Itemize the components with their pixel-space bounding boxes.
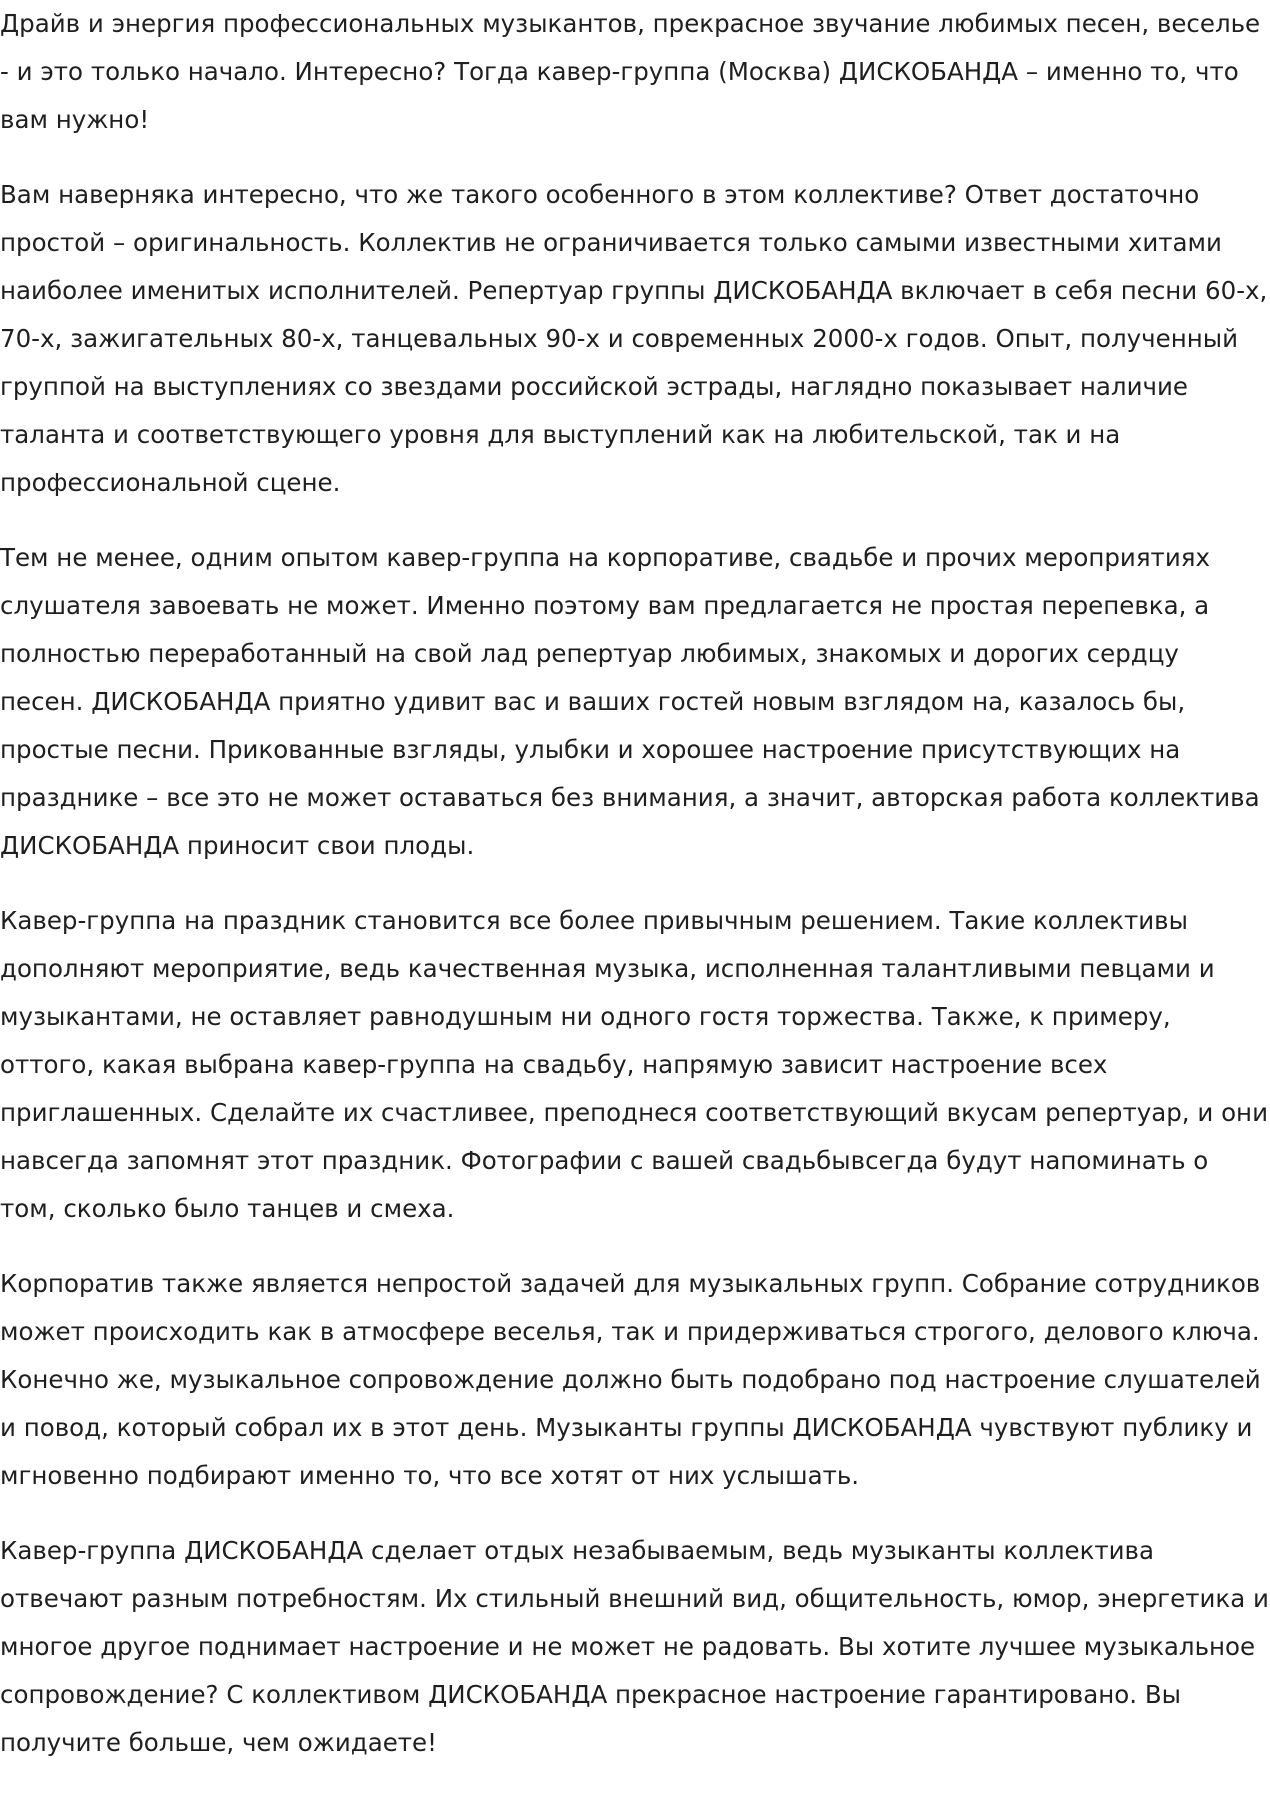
paragraph-intro: Драйв и энергия профессиональных музыкантов, прекрасное звучание любимых песен, веселье - и это только начало. Интересно? Тогда кавер-группа (Москва) ДИСКОБАНДА – именно то, что вам нужно! [0, 9, 1261, 134]
paragraph-repertoire: Тем не менее, одним опытом кавер-группа на корпоративе, свадьбе и прочих мероприятиях слушателя завоевать не может. Именно поэтому вам предлагается не простая перепевка, а полностью переработанный на свой лад репертуар любимых, знакомых и дорогих сердцу песен. ДИСКОБАНДА приятно удивит вас и ваших гостей новым взглядом на, казалось бы, простые песни. Прикованные взгляды, улыбки и хорошее настроение присутствующих на празднике – все это не может оставаться без внимания, а значит, авторская работа коллектива ДИСКОБАНДА приносит свои плоды. [0, 543, 1260, 860]
paragraph-originality: Вам наверняка интересно, что же такого особенного в этом коллективе? Ответ достаточно простой – оригинальность. Коллектив не ограничивается только самыми известными хитами наиболее именитых исполнителей. Репертуар группы ДИСКОБАНДА включает в себя песни 60-х, 70-х, зажигательных 80-х, танцевальных 90-х и современных 2000-х годов. Опыт, полученный группой на выступлениях со звездами российской эстрады, наглядно показывает наличие таланта и соответствующего уровня для выступлений как на любительской, так и на профессиональной сцене. [0, 180, 1268, 497]
paragraph-conclusion: Кавер-группа ДИСКОБАНДА сделает отдых незабываемым, ведь музыканты коллектива отвечают разным потребностям. Их стильный внешний вид, общительность, юмор, энергетика и многое другое поднимает настроение и не может не радовать. Вы хотите лучшее музыкальное сопровождение? С коллективом ДИСКОБАНДА прекрасное настроение гарантировано. Вы получите больше, чем ожидаете! [0, 1536, 1269, 1757]
paragraph-wedding: Кавер-группа на праздник становится все более привычным решением. Такие коллективы дополняют мероприятие, ведь качественная музыка, исполненная талантливыми певцами и музыкантами, не оставляет равнодушным ни одного гостя торжества. Также, к примеру, оттого, какая выбрана кавер-группа на свадьбу, напрямую зависит настроение всех приглашенных. Сделайте их счастливее, преподнеся соответствующий вкусам репертуар, и они навсегда запомнят этот праздник. Фотографии с вашей свадьбывсегда будут напоминать о том, сколько было танцев и смеха. [0, 906, 1268, 1223]
paragraph-corporate: Корпоратив также является непростой задачей для музыкальных групп. Собрание сотрудников может происходить как в атмосфере веселья, так и придерживаться строгого, делового ключа. Конечно же, музыкальное сопровождение должно быть подобрано под настроение слушателей и повод, который собрал их в этот день. Музыканты группы ДИСКОБАНДА чувствуют публику и мгновенно подбирают именно то, что все хотят от них услышать. [0, 1269, 1261, 1490]
